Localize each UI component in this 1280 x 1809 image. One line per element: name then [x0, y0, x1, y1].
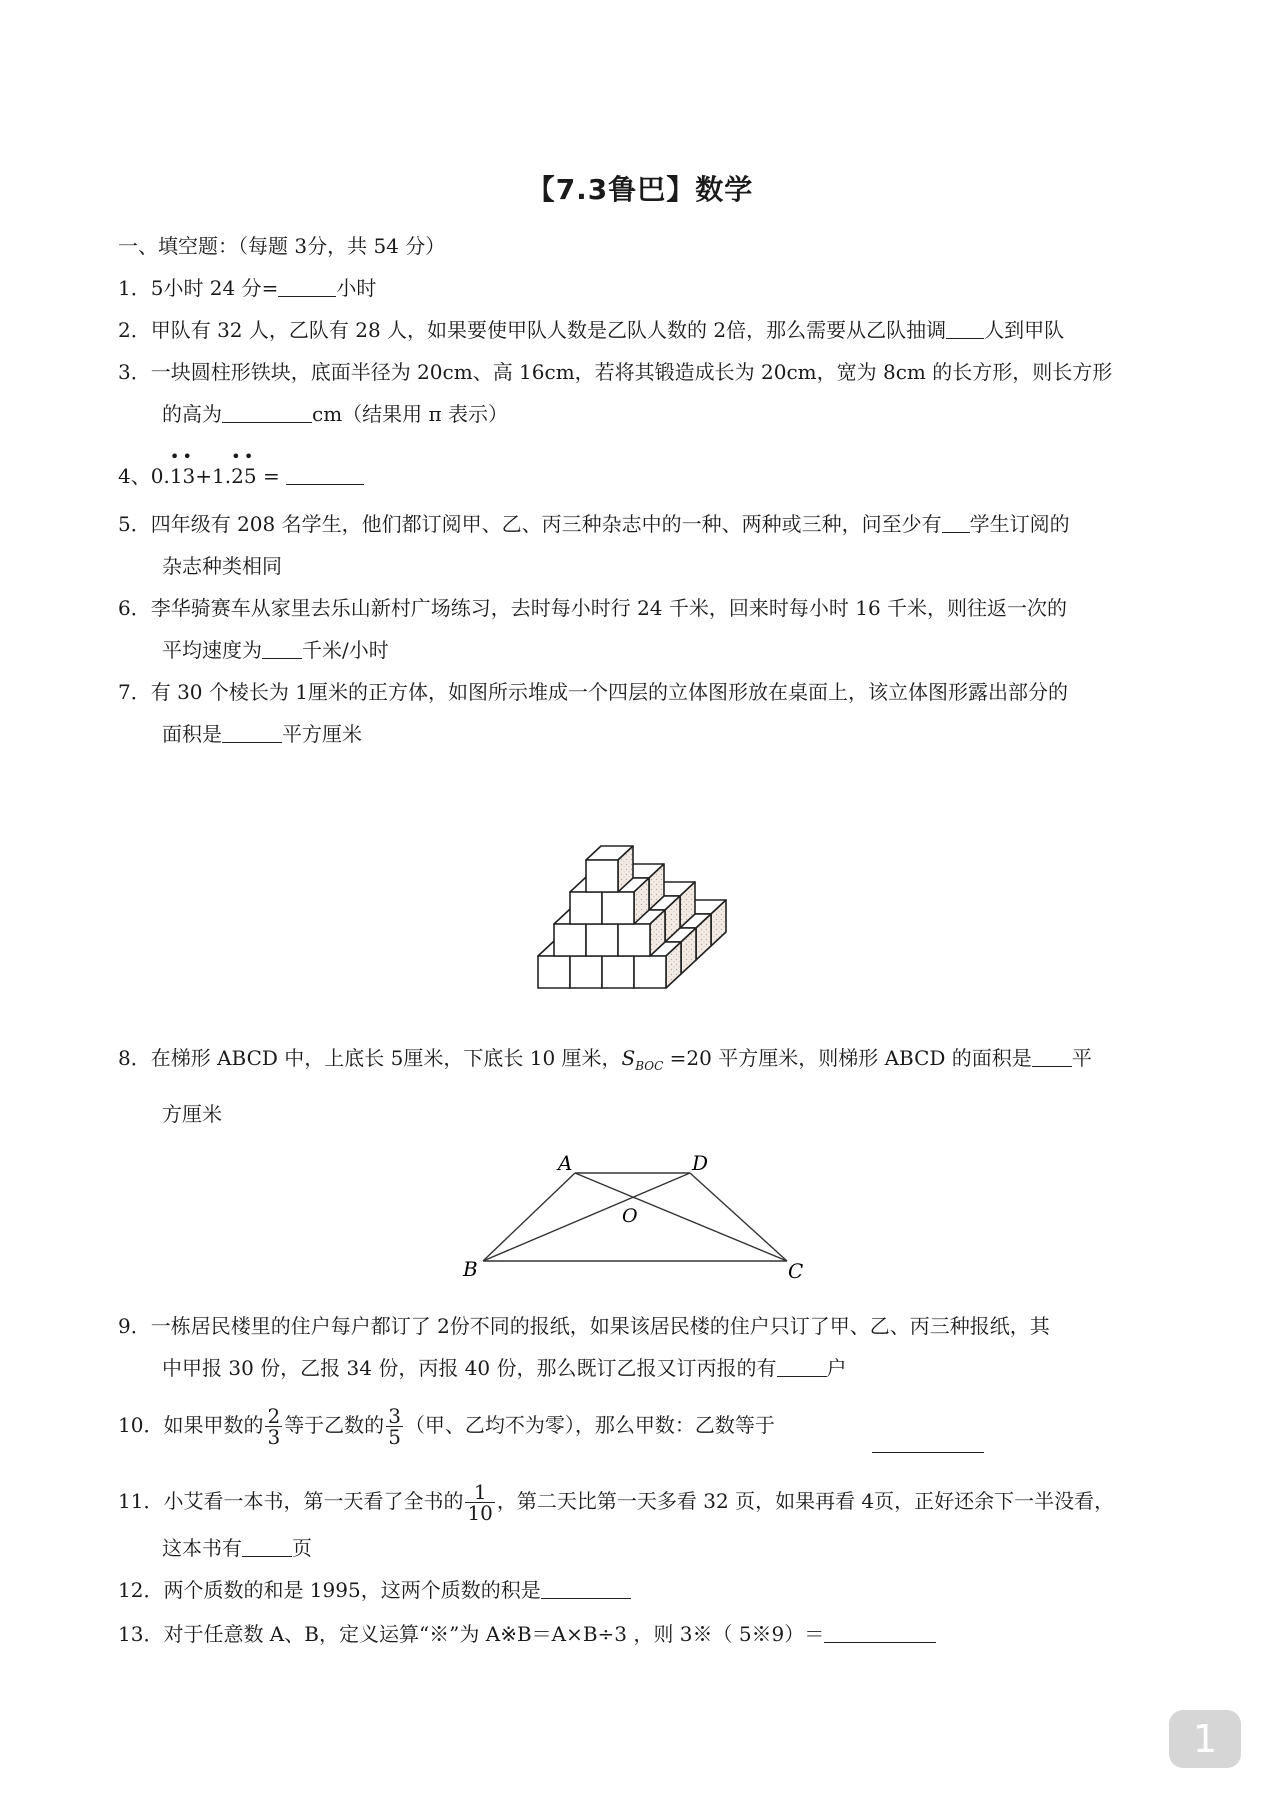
- trapezoid-figure: [455, 1148, 825, 1288]
- cube-front-face: [538, 956, 570, 988]
- repeating-digit: • 3: [182, 447, 196, 488]
- vertex-d: D: [692, 1151, 709, 1175]
- cube-pyramid-figure: [530, 788, 750, 998]
- question-1: 1．5小时 24 分= 小时: [118, 276, 377, 300]
- cube-front-face: [554, 924, 586, 956]
- page-title: 【7.3鲁巴】数学: [526, 173, 754, 206]
- vertex-b: B: [463, 1257, 478, 1281]
- vertex-a: A: [558, 1151, 573, 1175]
- vertex-c: C: [788, 1259, 804, 1283]
- question-5-cont: 杂志种类相同: [162, 554, 282, 578]
- page-number-badge[interactable]: 1: [1169, 1710, 1241, 1768]
- repeating-digit: • 2: [231, 447, 244, 488]
- question-2: 2．甲队有 32 人，乙队有 28 人，如果要使甲队人数是乙队人数的 2倍，那么需要从乙队抽调 人到甲队: [118, 318, 1065, 342]
- answer-blank-10[interactable]: [872, 1432, 984, 1453]
- question-3: 3．一块圆柱形铁块，底面半径为 20cm、高 16cm，若将其锻造成长为 20cm，宽为 8cm 的长方形，则长方形: [118, 360, 1113, 384]
- question-11-cont: 这本书有 页: [162, 1536, 312, 1560]
- cube-front-face: [586, 860, 618, 892]
- question-9-cont: 中甲报 30 份，乙报 34 份，丙报 40 份，那么既订乙报又订丙报的有 户: [162, 1356, 847, 1380]
- repeating-digit: • 1: [169, 447, 183, 488]
- question-9: 9．一栋居民楼里的住户每户都订了 2份不同的报纸，如果该居民楼的住户只订了甲、乙、丙三种报纸，其: [118, 1314, 1050, 1338]
- question-4: 4、0. • 1 • 3+1. • 2 • 5 =: [118, 462, 364, 490]
- repeating-digit: • 5: [243, 447, 257, 488]
- cube-front-face: [602, 956, 634, 988]
- vertex-o: O: [622, 1205, 638, 1227]
- cube-front-face: [586, 924, 618, 956]
- fraction: $\frac{2}{3}$: [267, 1404, 281, 1449]
- question-5: 5．四年级有 208 名学生，他们都订阅甲、乙、丙三种杂志中的一种、两种或三种，问至少有 学生订阅的: [118, 512, 1070, 536]
- fraction: $\frac{1}{10}$: [467, 1480, 493, 1525]
- cube-front-face: [602, 892, 634, 924]
- question-11: 11．小艾看一本书，第一天看了全书的 $\frac{1}{10}$ ，第二天比第一天多看 32 页，如果再看 4页，正好还余下一半没看，: [118, 1480, 1115, 1525]
- cube-front-face: [570, 956, 602, 988]
- question-7-cont: 面积是 平方厘米: [162, 722, 362, 746]
- fraction: $\frac{3}{5}$: [388, 1404, 401, 1449]
- cube-front-face: [634, 956, 666, 988]
- question-13: 13．对于任意数 A、B，定义运算“※”为 A※B＝A×B÷3 ，则 3※（ 5※9）＝: [118, 1620, 936, 1648]
- question-6: 6．李华骑赛车从家里去乐山新村广场练习，去时每小时行 24 千米，回来时每小时 16 千米，则往返一次的: [118, 596, 1068, 620]
- question-8-cont: 方厘米: [162, 1102, 222, 1126]
- section-heading: 一、填空题：（每题 3分，共 54 分）: [118, 234, 446, 258]
- cube-front-face: [570, 892, 602, 924]
- question-8: 8．在梯形 ABCD 中，上底长 5厘米，下底长 10 厘米，$S_{BOC} =20$ 平方厘米，则梯形 ABCD 的面积是 平: [118, 1046, 1092, 1073]
- question-10: 10．如果甲数的 $\frac{2}{3}$ 等于乙数的 $\frac{3}{5}$ （甲、乙均不为零），那么甲数：乙数等于: [118, 1404, 775, 1449]
- question-3-cont: 的高为 cm（结果用 π 表示）: [162, 402, 509, 426]
- question-7: 7．有 30 个棱长为 1厘米的正方体，如图所示堆成一个四层的立体图形放在桌面上，该立体图形露出部分的: [118, 680, 1068, 704]
- cube-front-face: [618, 924, 650, 956]
- question-12: 12．两个质数的和是 1995，这两个质数的积是: [118, 1576, 631, 1604]
- question-6-cont: 平均速度为 千米/小时: [162, 638, 389, 662]
